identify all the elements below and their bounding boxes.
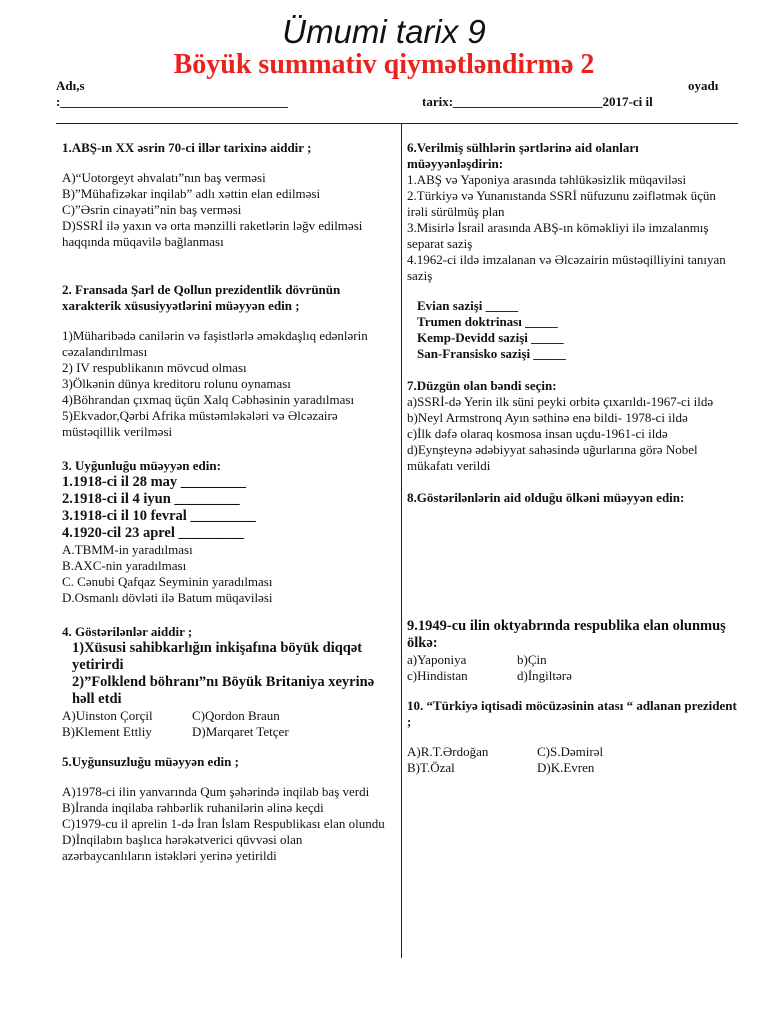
option: C. Cənubi Qafqaz Seyminin yaradılması <box>62 574 273 589</box>
option: A.TBMM-in yaradılması <box>62 542 193 557</box>
option: 3)Ölkənin dünya kreditoru rolunu oynaması <box>62 376 291 391</box>
option: a)Yaponiya <box>407 652 467 667</box>
header-divider <box>56 123 738 124</box>
statement: 1)Xüsusi sahibkarlığın inkişafına böyük diqqət yetirirdi <box>72 640 363 673</box>
question-title: 9.1949-cu ilin oktyabrında respublika elan olunmuş ölkə: <box>407 618 726 651</box>
question-9 <box>407 618 737 684</box>
option: A)1978-ci ilin yanvarında Qum şəhərində inqilab baş verdi <box>62 784 370 799</box>
option: D)Marqaret Tetçer <box>192 724 289 739</box>
question-3 <box>62 458 392 606</box>
name-line: :___________________________________ <box>56 94 288 109</box>
statement: 4.1962-ci ildə imzalanan və Əlcəzairin müstəqilliyini tanıyan saziş <box>407 252 726 283</box>
statement: 2)”Folklend böhranı”nı Böyük Britaniya xeyrinə həll etdi <box>72 674 375 707</box>
question-2 <box>62 282 392 440</box>
option: b)Neyl Armstronq Ayın səthinə enə bildi- 1978-ci ildə <box>407 410 688 425</box>
date-item: 2.1918-ci il 4 iyun _________ <box>62 491 240 507</box>
statement: 1.ABŞ və Yaponiya arasında təhlükəsizlik müqaviləsi <box>407 172 687 187</box>
option: B)Klement Ettliy <box>62 724 152 739</box>
date-item: 4.1920-cil 23 aprel _________ <box>62 525 244 541</box>
option: B)T.Özal <box>407 760 455 775</box>
match-item: Evian sazişi _____ <box>417 298 519 313</box>
date-item: 3.1918-ci il 10 fevral _________ <box>62 508 256 524</box>
option: A)“Uotorgeyt əhvalatı”nın baş verməsi <box>62 170 266 185</box>
match-item: Trumen doktrinası _____ <box>417 314 558 329</box>
left-column <box>62 140 392 864</box>
date-line: tarix:_______________________2017-ci il <box>422 94 653 109</box>
option: D)K.Evren <box>537 760 595 775</box>
question-1 <box>62 140 392 250</box>
option: A)R.T.Ərdoğan <box>407 744 489 759</box>
column-divider <box>401 123 402 958</box>
option: D)İnqilabın başlıca hərəkətverici qüvvəsi olan azərbaycanlıların istəkləri yerinə yetirildi <box>62 832 303 863</box>
question-title: 3. Uyğunluğu müəyyən edin: <box>62 458 221 473</box>
option: C)S.Dəmirəl <box>537 744 604 759</box>
subject-title: Ümumi tarix 9 <box>282 13 486 50</box>
question-6 <box>407 140 737 362</box>
question-8 <box>407 490 737 506</box>
question-title: 4. Göstərilənlər aiddir ; <box>62 624 193 639</box>
option: C)1979-cu il aprelin 1-də İran İslam Respublikası elan olundu <box>62 816 385 831</box>
match-item: San-Fransisko sazişi _____ <box>417 346 566 361</box>
option: 4)Böhrandan çıxmaq üçün Xalq Cəbhəsinin yaradılması <box>62 392 355 407</box>
exam-title: Böyük summativ qiymətləndirmə 2 <box>173 49 595 80</box>
match-item: Kemp-Devidd sazişi _____ <box>417 330 564 345</box>
option: 2) IV respublikanın mövcud olması <box>62 360 247 375</box>
option: C)Qordon Braun <box>192 708 280 723</box>
option: d)İngiltərə <box>517 668 572 683</box>
option: c)İlk dəfə olaraq kosmosa insan uçdu-1961-ci ildə <box>407 426 668 441</box>
date-item: 1.1918-ci il 28 may _________ <box>62 474 247 490</box>
question-title: 2. Fransada Şarl de Qollun prezidentlik dövrünün xarakterik xüsusiyyətlərini müəyyən edin ; <box>62 282 341 313</box>
option: D)SSRİ ilə yaxın və orta mənzilli raketlərin ləğv edilməsi haqqında müqavilə bağlanması <box>62 218 363 249</box>
option: c)Hindistan <box>407 668 468 683</box>
question-10 <box>407 698 737 776</box>
question-title: 1.ABŞ-ın XX əsrin 70-ci illər tarixinə aiddir ; <box>62 140 312 155</box>
name-label: Adı,s <box>56 78 85 93</box>
right-column <box>407 140 737 776</box>
option: D.Osmanlı dövləti ilə Batum müqaviləsi <box>62 590 273 605</box>
option: b)Çin <box>517 652 547 667</box>
question-7 <box>407 378 737 474</box>
option: B)”Mühafizəkar inqilab” adlı xəttin elan edilməsi <box>62 186 321 201</box>
question-title: 5.Uyğunsuzluğu müəyyən edin ; <box>62 754 239 769</box>
question-title: 8.Göstərilənlərin aid olduğu ölkəni müəyyən edin: <box>407 490 685 505</box>
question-title: 10. “Türkiyə iqtisadi möcüzəsinin atası “ adlanan prezident ; <box>407 698 737 729</box>
option: 5)Ekvador,Qərbi Afrika müstəmləkələri və Əlcəzairə müstəqillik verilməsi <box>62 408 338 439</box>
option: A)Uinston Çorçil <box>62 708 153 723</box>
question-4 <box>62 624 392 740</box>
question-title: 7.Düzgün olan bəndi seçin: <box>407 378 557 393</box>
question-5 <box>62 754 392 864</box>
statement: 2.Türkiyə və Yunanıstanda SSRİ nüfuzunu zəiflətmək üçün irəli sürülmüş plan <box>407 188 716 219</box>
surname-label: oyadı <box>688 78 719 93</box>
option: d)Eynşteynə ədəbiyyat sahəsində uğurlarına görə Nobel mükafatı verildi <box>407 442 698 473</box>
option: a)SSRİ-də Yerin ilk süni peyki orbitə çıxarıldı-1967-ci ildə <box>407 394 714 409</box>
option: C)”Əsrin cinayəti”nin baş verməsi <box>62 202 242 217</box>
option: B.AXC-nin yaradılması <box>62 558 187 573</box>
statement: 3.Misirlə İsrail arasında ABŞ-ın köməkliyi ilə imzalanmış separat saziş <box>407 220 709 251</box>
option: B)İranda inqilaba rəhbərlik ruhanilərin əlinə keçdi <box>62 800 324 815</box>
question-title: 6.Verilmiş sülhlərin şərtlərinə aid olanları müəyyənləşdirin: <box>407 140 639 171</box>
option: 1)Müharibədə canilərin və faşistlərlə əməkdaşlıq edənlərin cəzalandırılması <box>62 328 368 359</box>
